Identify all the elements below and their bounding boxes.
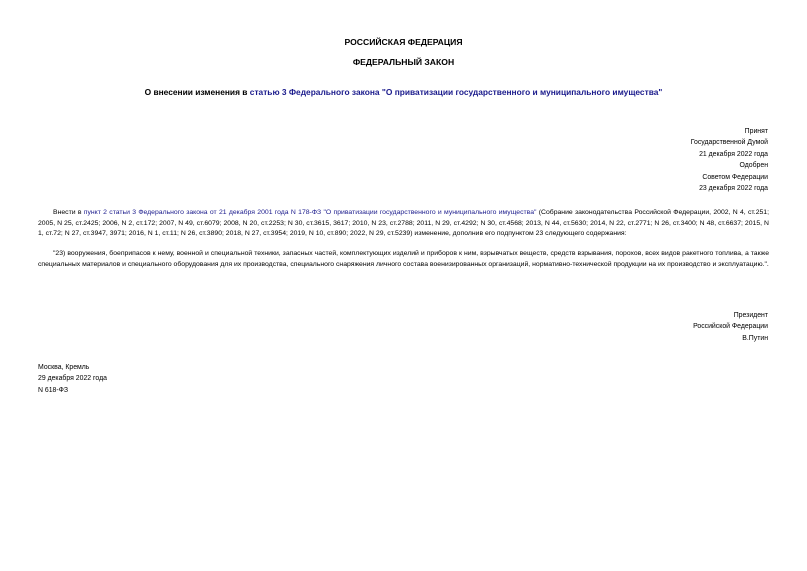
signature-title: Президент: [733, 312, 768, 319]
amendment-prefix: Внести в: [53, 209, 84, 216]
approved-body: Советом Федерации: [702, 173, 768, 181]
subclause-paragraph: "23) вооружения, боеприпасов к нему, военной и специальной техники, запасных частей, комплектующих изделий и приборов к ним, взрывчатых веществ, средств взрывания, порохов, всех видов ракетного топлива, а также специальных материалов и специального оборудования для их производства, специального снаряжения личного состава военизированных организаций, нормативно-технической продукции на их производство и эксплуатацию.".: [38, 250, 769, 268]
adoption-block: [691, 126, 768, 194]
country-heading: РОССИЙСКАЯ ФЕДЕРАЦИЯ: [344, 37, 463, 47]
adopted-label: Принят: [744, 128, 768, 135]
law-number: N 618-ФЗ: [38, 386, 69, 394]
law-title-prefix: О внесении изменения в: [144, 87, 250, 97]
law-type-heading: ФЕДЕРАЛЬНЫЙ ЗАКОН: [352, 57, 455, 67]
signing-date: 29 декабря 2022 года: [38, 375, 107, 383]
amendment-text: (Собрание законодательства Российской Федерации, 2002, N 4, ст.251; 2005, N 25, ст.2425; 2006, N 2, ст.172; 2007, N 49, ст.6079; 2008, N 20, ст.2253; N 30, ст.3615, 3617; 2010, N 23, ст.2788; 2011, N 29, ст.4292; N 30, ст.4568; 2013, N 44, ст.5630; 2014, N 22, ст.2771; N 26, ст.3400; N 48, ст.6637; 2015, N 1, ст.72; N 27, ст.3947, 3971; 2016, N 1, ст.11; N 26, ст.3890; 2018, N 27, ст.3954; 2019, N 10, ст.890; 2022, N 29, ст.5239) изменение, дополнив его подпунктом 23 следующего содержания:: [38, 209, 770, 238]
signature-block: [693, 310, 768, 344]
approved-label: Одобрен: [739, 162, 768, 170]
adopted-body: Государственной Думой: [690, 139, 768, 147]
law-title-link[interactable]: статью 3 Федерального закона "О приватизации государственного и муниципального имущества": [249, 87, 663, 97]
signature-name: В.Путин: [742, 334, 768, 342]
place-date-block: [38, 362, 107, 396]
amendment-paragraph: [38, 208, 769, 240]
signing-place: Москва, Кремль: [38, 364, 90, 371]
approved-date: 23 декабря 2022 года: [699, 185, 768, 193]
amendment-link[interactable]: пункт 2 статьи 3 Федерального закона от 21 декабря 2001 года N 178-ФЗ "О приватизации государственного и муниципального имущества": [83, 209, 537, 216]
signature-country: Российской Федерации: [693, 323, 768, 331]
law-title: [0, 87, 807, 98]
adopted-date: 21 декабря 2022 года: [699, 150, 768, 158]
